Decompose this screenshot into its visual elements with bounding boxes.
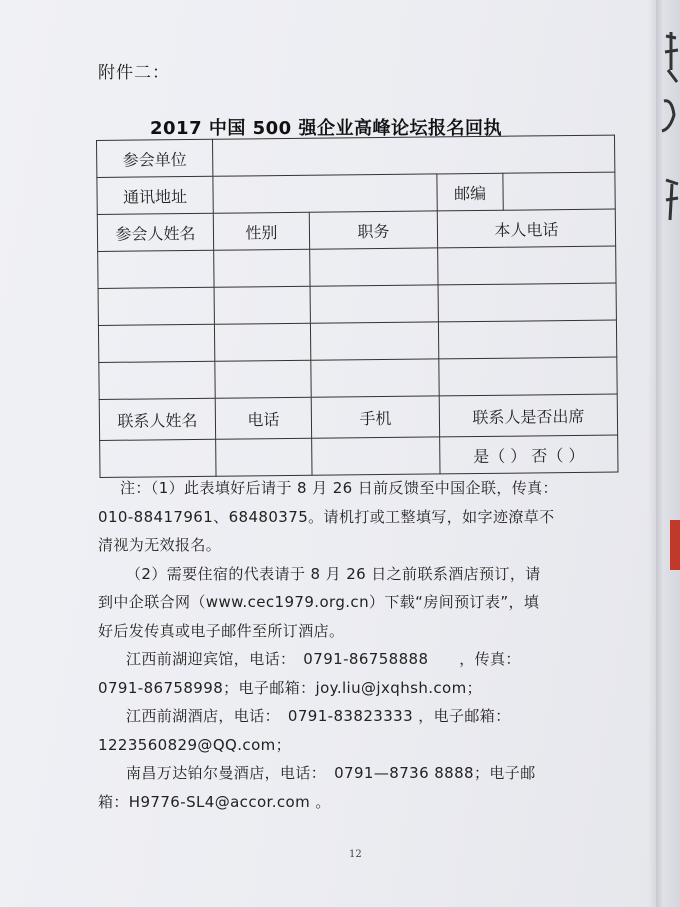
table-row <box>100 435 618 477</box>
phone-header: 本人电话 <box>437 209 615 248</box>
note-line: 到中企联合网（www.cec1979.org.cn）下载“房间预订表”，填 <box>98 593 540 611</box>
table-cell[interactable] <box>98 250 214 288</box>
table-cell[interactable] <box>312 437 440 475</box>
table-cell[interactable] <box>216 438 312 476</box>
attachment-label: 附件二： <box>98 63 170 83</box>
red-cover-edge <box>670 520 680 570</box>
attendee-name-header: 参会人姓名 <box>97 213 213 251</box>
note-line: 0791-86758998；电子邮箱：joy.liu@jxqhsh.com； <box>98 678 483 697</box>
note-line: 江西前湖迎宾馆，电话： 0791-86758888 ，传真： <box>126 650 521 668</box>
table-cell[interactable] <box>100 439 216 477</box>
address-field[interactable] <box>213 174 437 213</box>
form-title: 2017 中国 500 强企业高峰论坛报名回执 <box>150 118 502 139</box>
table-cell[interactable] <box>214 286 310 324</box>
contact-name-header: 联系人姓名 <box>99 398 215 440</box>
table-cell[interactable] <box>99 361 215 399</box>
ink-mark-icon <box>664 170 680 230</box>
gender-header: 性别 <box>213 212 309 250</box>
table-row <box>97 209 615 251</box>
attend-options[interactable]: 是（ ） 否（ ） <box>440 435 618 474</box>
note-line: 箱：H9776-SL4@accor.com 。 <box>98 792 331 811</box>
table-cell[interactable] <box>98 324 214 362</box>
note-line: 好后发传真或电子邮件至所订酒店。 <box>98 621 345 640</box>
note-line: 南昌万达铂尔曼酒店，电话： 0791—8736 8888；电子邮 <box>126 764 536 782</box>
table-row <box>97 172 615 214</box>
postcode-field[interactable] <box>503 172 615 210</box>
note-line: （2）需要住宿的代表请于 8 月 26 日之前联系酒店预订，请 <box>126 564 541 583</box>
org-field[interactable] <box>212 135 614 176</box>
contact-phone-header: 电话 <box>215 397 311 439</box>
table-row <box>98 320 616 362</box>
table-row <box>99 394 617 440</box>
postcode-label: 邮编 <box>437 173 503 211</box>
note-line: 1223560829@QQ.com； <box>98 735 292 754</box>
registration-form-table <box>96 135 619 478</box>
table-row <box>98 246 616 288</box>
org-label: 参会单位 <box>97 139 213 177</box>
table-cell[interactable] <box>310 248 438 286</box>
notes-section <box>98 474 598 816</box>
ink-mark-icon <box>662 30 680 90</box>
table-cell[interactable] <box>215 360 311 398</box>
table-row <box>98 283 616 325</box>
note-line: 江西前湖酒店，电话： 0791-83823333 ，电子邮箱： <box>126 707 511 725</box>
table-row <box>97 135 615 177</box>
contact-attend-header: 联系人是否出席 <box>439 394 617 437</box>
table-cell[interactable] <box>438 320 616 359</box>
table-cell[interactable] <box>439 357 617 396</box>
table-cell[interactable] <box>438 283 616 322</box>
table-cell[interactable] <box>310 322 438 360</box>
ink-mark-icon <box>660 95 680 135</box>
table-cell[interactable] <box>310 285 438 323</box>
table-cell[interactable] <box>311 359 439 397</box>
contact-mobile-header: 手机 <box>311 396 439 438</box>
table-cell[interactable] <box>98 287 214 325</box>
table-cell[interactable] <box>214 249 310 287</box>
note-line: 注：（1）此表填好后请于 8 月 26 日前反馈至中国企联，传真： <box>120 479 558 497</box>
note-line: 010-88417961、68480375。请机打或工整填写，如字迹潦草不 <box>98 507 555 526</box>
table-cell[interactable] <box>214 323 310 361</box>
page-number: 12 <box>349 849 362 860</box>
address-label: 通讯地址 <box>97 176 213 214</box>
note-line: 清视为无效报名。 <box>98 536 222 554</box>
table-row <box>99 357 617 399</box>
background-page-edge <box>656 0 680 907</box>
position-header: 职务 <box>309 211 437 249</box>
table-cell[interactable] <box>438 246 616 285</box>
